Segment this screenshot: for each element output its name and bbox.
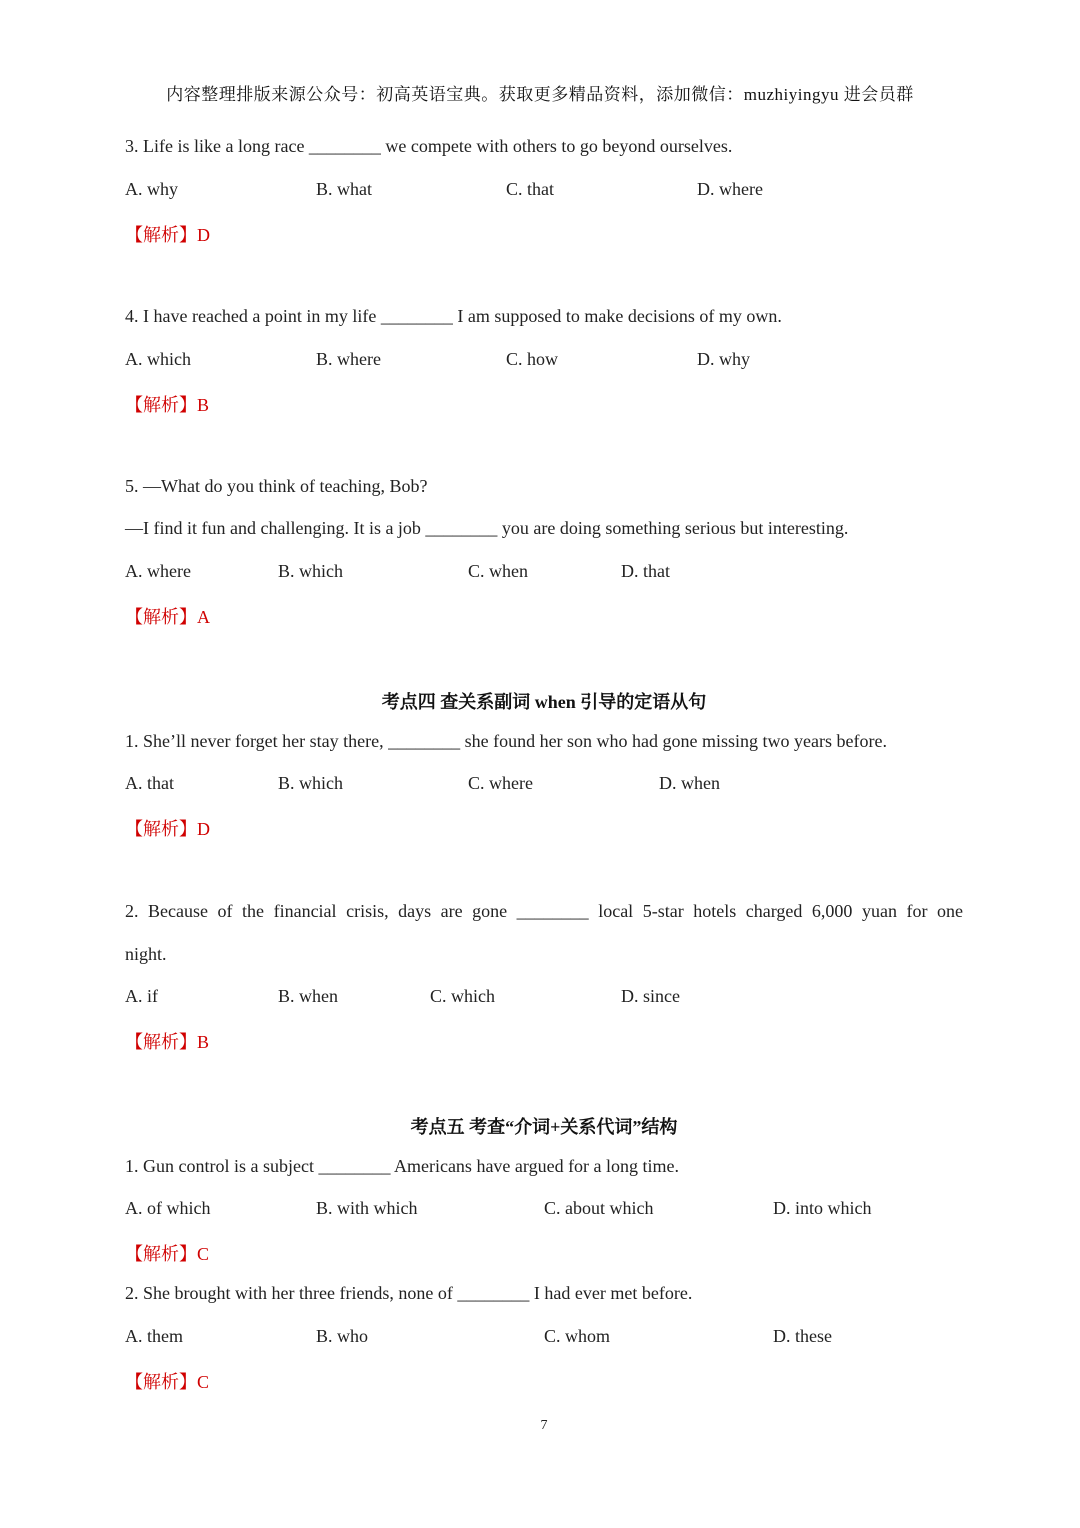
question-4-option-b: B. where [316, 349, 381, 369]
s4-question-1-answer: 【解析】D [125, 819, 210, 839]
section-4-title: 考点四 查关系副词 when 引导的定语从句 [381, 692, 707, 712]
page-header: 内容整理排版来源公众号：初高英语宝典。获取更多精品资料，添加微信：muzhiyingyu 进会员群 [166, 85, 914, 104]
question-3-answer: 【解析】D [125, 225, 210, 245]
section-5-title: 考点五 考查“介词+关系代词”结构 [410, 1117, 678, 1137]
s4-question-1-option-b: B. which [278, 773, 343, 793]
question-4-option-d: D. why [697, 349, 750, 369]
s4-question-2-stem: 2. Because of the financial crisis, days are gone ________ local 5-star hotels charged 6,000 yuan for one [125, 901, 963, 921]
question-3-option-c: C. that [506, 179, 554, 199]
s5-question-2-option-d: D. these [773, 1326, 832, 1346]
s5-question-1-answer: 【解析】C [125, 1244, 210, 1264]
s5-question-2-stem: 2. She brought with her three friends, none of ________ I had ever met before. [125, 1283, 693, 1303]
s5-question-2-option-a: A. them [125, 1326, 183, 1346]
s5-question-1-option-d: D. into which [773, 1198, 872, 1218]
s4-question-2-option-c: C. which [430, 986, 495, 1006]
s4-question-1-stem: 1. She’ll never forget her stay there, ________ she found her son who had gone missing two years before. [125, 731, 887, 751]
question-4-option-c: C. how [506, 349, 559, 369]
question-4-option-a: A. which [125, 349, 191, 369]
s4-question-1-option-d: D. when [659, 773, 720, 793]
question-5-answer: 【解析】A [125, 607, 210, 627]
s4-question-1-option-c: C. where [468, 773, 533, 793]
s5-question-2-option-b: B. who [316, 1326, 369, 1346]
s5-question-2-answer: 【解析】C [125, 1372, 210, 1392]
question-3-option-a: A. why [125, 179, 178, 199]
s5-question-1-option-b: B. with which [316, 1198, 418, 1218]
question-4-stem: 4. I have reached a point in my life ________ I am supposed to make decisions of my own. [125, 306, 782, 326]
s5-question-1-option-a: A. of which [125, 1198, 211, 1218]
s4-question-2-option-d: D. since [621, 986, 680, 1006]
s4-question-1-option-a: A. that [125, 773, 174, 793]
question-5-option-c: C. when [468, 561, 528, 581]
s4-question-2-stem-cont: night. [125, 944, 167, 964]
s5-question-1-option-c: C. about which [544, 1198, 654, 1218]
question-5-option-d: D. that [621, 561, 670, 581]
s4-question-2-option-a: A. if [125, 986, 158, 1006]
question-3-option-b: B. what [316, 179, 372, 199]
question-3-option-d: D. where [697, 179, 763, 199]
question-5-stem-reply: —I find it fun and challenging. It is a job ________ you are doing something serious but interesting. [125, 518, 849, 538]
page-number: 7 [540, 1418, 548, 1433]
question-5-option-b: B. which [278, 561, 343, 581]
s5-question-2-option-c: C. whom [544, 1326, 611, 1346]
question-5-option-a: A. where [125, 561, 191, 581]
question-4-answer: 【解析】B [125, 395, 210, 415]
s4-question-2-answer: 【解析】B [125, 1032, 210, 1052]
s5-question-1-stem: 1. Gun control is a subject ________ Americans have argued for a long time. [125, 1156, 680, 1176]
question-3-stem: 3. Life is like a long race ________ we compete with others to go beyond ourselves. [125, 136, 733, 156]
question-5-stem: 5. —What do you think of teaching, Bob? [125, 476, 428, 496]
s4-question-2-option-b: B. when [278, 986, 338, 1006]
